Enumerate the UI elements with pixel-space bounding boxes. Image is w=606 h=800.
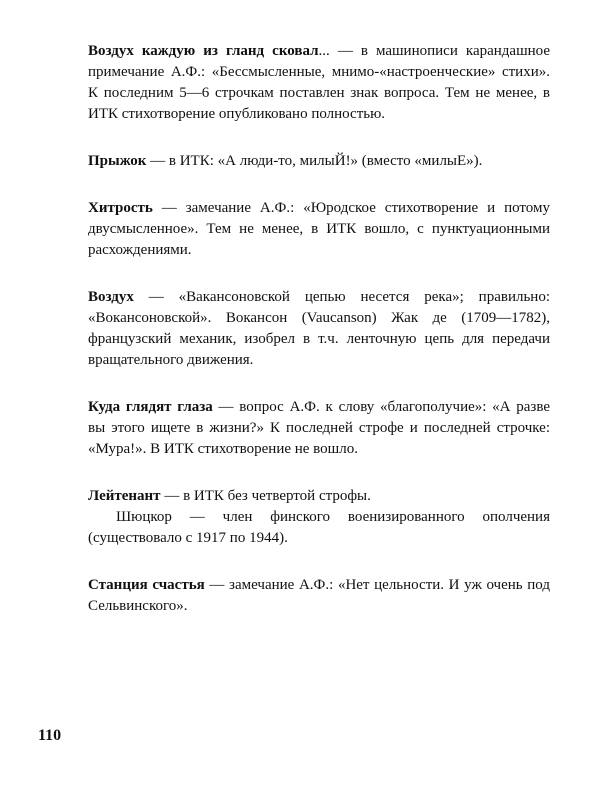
note-entry xyxy=(88,575,550,617)
note-text: — вопрос А.Ф. к слову «благополучие»: «А разве вы этого ищете в жизни?» К последней строфе и последней строчке: «Мура!». В ИТК стихотворение не вошло. xyxy=(88,399,550,457)
note-text: ... — в машинописи карандашное примечание А.Ф.: «Бессмысленные, мнимо-«настроенческие» стихи». К последним 5—6 строчкам поставлен знак вопроса. Тем не менее, в ИТК стихотворение опубликовано полностью. xyxy=(88,43,550,122)
note-heading: Хитрость xyxy=(88,200,153,216)
note-heading: Воздух xyxy=(88,289,134,305)
note-text: — замечание А.Ф.: «Нет цельности. И уж очень под Сельвинского». xyxy=(88,577,550,614)
note-entry xyxy=(88,151,550,172)
note-text: — в ИТК без четвертой строфы. xyxy=(160,488,371,504)
note-entry xyxy=(88,486,550,549)
commentary-body xyxy=(88,41,550,643)
note-entry xyxy=(88,41,550,125)
note-entry xyxy=(88,287,550,371)
note-heading: Куда глядят глаза xyxy=(88,399,213,415)
note-heading: Прыжок xyxy=(88,153,147,169)
note-heading: Лейтенант xyxy=(88,488,161,504)
note-subparagraph: Шюцкор — член финского военизированного ополчения (существовало с 1917 по 1944). xyxy=(88,509,550,546)
note-paragraph xyxy=(88,486,550,507)
page-number: 110 xyxy=(38,727,62,744)
note-text: — замечание А.Ф.: «Юродское стихотворение и потому двусмысленное». Тем не менее, в ИТК вошло, с пунктуационными расхождениями. xyxy=(88,200,550,258)
note-heading: Воздух каждую из гланд сковал xyxy=(88,43,319,59)
note-entry xyxy=(88,397,550,460)
note-text: — в ИТК: «А люди-то, милыЙ!» (вместо «милыЕ»). xyxy=(146,153,483,169)
note-heading: Станция счастья xyxy=(88,577,205,593)
note-text: — «Вакансоновской цепью несется река»; правильно: «Вокансоновской». Вокансон (Vaucanson) Жак де (1709—1782), французский механик, изобрел в т.ч. ленточную цепь для передачи вращательного движения. xyxy=(88,289,550,368)
note-entry xyxy=(88,198,550,261)
